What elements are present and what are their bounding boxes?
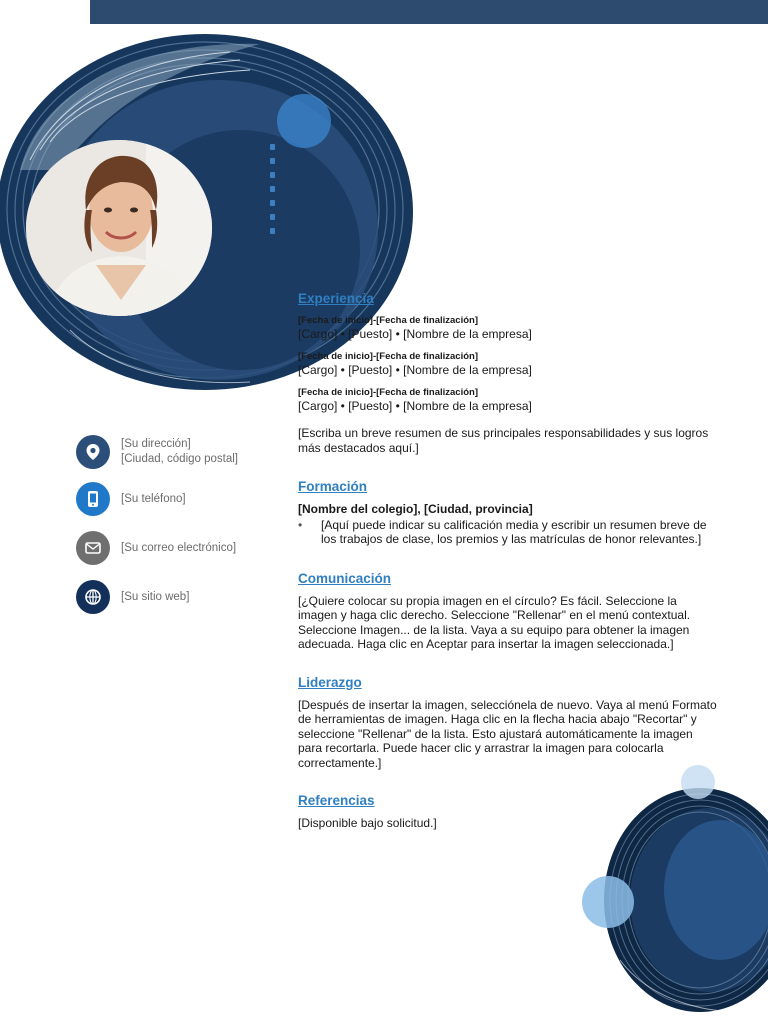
references-text: [Disponible bajo solicitud.] — [298, 816, 437, 830]
job-entry — [298, 315, 718, 342]
communication-text: [¿Quiere colocar su propia imagen en el círculo? Es fácil. Seleccione la imagen y haga clic derecho. Seleccione "Rellenar" en el menú contextual. Seleccione Imagen... de la lista. Vaya a su equipo para obtener la imagen adecuada. Haga clic en Aceptar para insertar la imagen seleccionada.] — [298, 593, 691, 651]
education-bullet — [298, 518, 718, 547]
location-pin-icon — [76, 435, 110, 469]
section-title-leadership: Liderazgo — [298, 674, 362, 690]
address-line-1: [Su dirección] — [121, 438, 191, 450]
section-title-experience: Experiencia — [298, 291, 374, 306]
school-name: [Nombre del colegio], [Ciudad, provincia] — [298, 502, 533, 516]
contact-address — [76, 435, 238, 469]
experience-summary: [Escriba un breve resumen de sus principales responsabilidades y sus logros más destacados aquí.] — [298, 426, 709, 455]
education-bullet-text: [Aquí puede indicar su calificación media y escribir un resumen breve de los trabajos de clase, los premios y las matrículas de honor relevantes.] — [321, 517, 707, 546]
globe-icon — [76, 580, 110, 614]
contact-website — [76, 580, 189, 614]
email-text: [Su correo electrónico] — [121, 541, 237, 554]
job-dates: [Fecha de inicio]-[Fecha de finalización] — [298, 315, 478, 326]
job-position: [Cargo] • [Puesto] • [Nombre de la empresa] — [298, 363, 532, 377]
email-icon — [76, 531, 110, 565]
decorative-dots — [270, 144, 278, 242]
website-text: [Su sitio web] — [121, 590, 190, 603]
section-title-communication: Comunicación — [298, 570, 392, 586]
section-title-references: Referencias — [298, 793, 375, 808]
contact-email — [76, 531, 236, 565]
job-dates: [Fecha de inicio]-[Fecha de finalización] — [298, 351, 478, 362]
bullet-icon: • — [298, 517, 303, 532]
top-header-bar — [90, 0, 768, 24]
job-entry — [298, 387, 718, 414]
main-content — [298, 290, 718, 831]
address-line-2: [Ciudad, código postal] — [121, 453, 238, 465]
job-position: [Cargo] • [Puesto] • [Nombre de la empresa] — [298, 399, 532, 413]
contact-phone — [76, 482, 186, 516]
phone-icon — [76, 482, 110, 516]
job-entry — [298, 351, 718, 378]
phone-text: [Su teléfono] — [121, 492, 186, 505]
job-position: [Cargo] • [Puesto] • [Nombre de la empresa] — [298, 327, 532, 341]
job-dates: [Fecha de inicio]-[Fecha de finalización] — [298, 387, 478, 398]
section-title-education: Formación — [298, 479, 368, 494]
leadership-text: [Después de insertar la imagen, selecciónela de nuevo. Vaya al menú Formato de herramientas de imagen. Haga clic en la flecha hacia abajo "Recortar" y seleccione "Rellenar" de la lista. Esto ajustará automáticamente la imagen para recortarla. Puede hacer clic y arrastrar la imagen para colocarla correctamente.] — [298, 697, 717, 770]
profile-photo[interactable] — [26, 140, 212, 316]
